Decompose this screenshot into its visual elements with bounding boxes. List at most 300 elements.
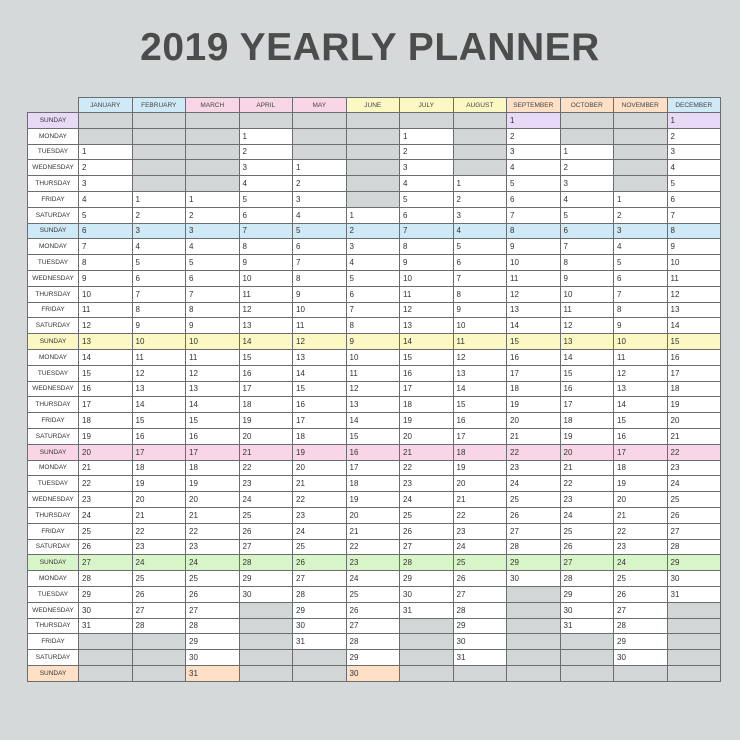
date-cell[interactable]: 15 <box>132 413 186 429</box>
date-cell[interactable]: 10 <box>560 286 614 302</box>
date-cell[interactable]: 7 <box>293 255 347 271</box>
date-cell[interactable]: 30 <box>239 586 293 602</box>
date-cell[interactable]: 30 <box>79 602 133 618</box>
date-cell[interactable]: 10 <box>79 286 133 302</box>
date-cell[interactable]: 13 <box>560 334 614 350</box>
date-cell[interactable]: 2 <box>293 176 347 192</box>
date-cell[interactable]: 28 <box>132 618 186 634</box>
date-cell[interactable]: 5 <box>667 176 721 192</box>
date-cell[interactable]: 27 <box>186 602 240 618</box>
date-cell[interactable]: 8 <box>614 302 668 318</box>
date-cell[interactable]: 6 <box>667 191 721 207</box>
date-cell[interactable]: 24 <box>346 571 400 587</box>
date-cell[interactable]: 1 <box>453 176 507 192</box>
date-cell[interactable]: 14 <box>400 334 454 350</box>
date-cell[interactable]: 29 <box>239 571 293 587</box>
date-cell[interactable]: 14 <box>560 349 614 365</box>
date-cell[interactable]: 28 <box>560 571 614 587</box>
date-cell[interactable]: 2 <box>560 160 614 176</box>
date-cell[interactable]: 26 <box>560 539 614 555</box>
date-cell[interactable]: 24 <box>400 492 454 508</box>
date-cell[interactable]: 18 <box>79 413 133 429</box>
date-cell[interactable]: 25 <box>132 571 186 587</box>
date-cell[interactable]: 10 <box>667 255 721 271</box>
date-cell[interactable]: 8 <box>79 255 133 271</box>
date-cell[interactable]: 24 <box>614 555 668 571</box>
date-cell[interactable]: 30 <box>560 602 614 618</box>
date-cell[interactable]: 17 <box>667 365 721 381</box>
date-cell[interactable]: 6 <box>453 255 507 271</box>
date-cell[interactable]: 18 <box>346 476 400 492</box>
date-cell[interactable]: 4 <box>346 255 400 271</box>
date-cell[interactable]: 26 <box>614 586 668 602</box>
date-cell[interactable]: 16 <box>507 349 561 365</box>
date-cell[interactable]: 1 <box>614 191 668 207</box>
date-cell[interactable]: 7 <box>132 286 186 302</box>
date-cell[interactable]: 20 <box>79 444 133 460</box>
date-cell[interactable]: 9 <box>239 255 293 271</box>
date-cell[interactable]: 20 <box>507 413 561 429</box>
date-cell[interactable]: 13 <box>132 381 186 397</box>
date-cell[interactable]: 24 <box>560 507 614 523</box>
date-cell[interactable]: 12 <box>132 365 186 381</box>
date-cell[interactable]: 29 <box>507 555 561 571</box>
date-cell[interactable]: 17 <box>186 444 240 460</box>
date-cell[interactable]: 21 <box>79 460 133 476</box>
date-cell[interactable]: 31 <box>186 665 240 681</box>
date-cell[interactable]: 13 <box>186 381 240 397</box>
date-cell[interactable]: 12 <box>507 286 561 302</box>
date-cell[interactable]: 2 <box>614 207 668 223</box>
date-cell[interactable]: 19 <box>400 413 454 429</box>
date-cell[interactable]: 2 <box>239 144 293 160</box>
date-cell[interactable]: 18 <box>186 460 240 476</box>
date-cell[interactable]: 16 <box>400 365 454 381</box>
date-cell[interactable]: 5 <box>239 191 293 207</box>
date-cell[interactable]: 25 <box>453 555 507 571</box>
date-cell[interactable]: 7 <box>79 239 133 255</box>
date-cell[interactable]: 8 <box>239 239 293 255</box>
date-cell[interactable]: 19 <box>132 476 186 492</box>
date-cell[interactable]: 27 <box>507 523 561 539</box>
date-cell[interactable]: 4 <box>79 191 133 207</box>
date-cell[interactable]: 19 <box>239 413 293 429</box>
date-cell[interactable]: 21 <box>614 507 668 523</box>
date-cell[interactable]: 2 <box>667 128 721 144</box>
date-cell[interactable]: 24 <box>186 555 240 571</box>
date-cell[interactable]: 17 <box>132 444 186 460</box>
date-cell[interactable]: 29 <box>346 650 400 666</box>
date-cell[interactable]: 9 <box>79 270 133 286</box>
date-cell[interactable]: 12 <box>667 286 721 302</box>
date-cell[interactable]: 13 <box>346 397 400 413</box>
date-cell[interactable]: 11 <box>560 302 614 318</box>
date-cell[interactable]: 15 <box>667 334 721 350</box>
date-cell[interactable]: 28 <box>239 555 293 571</box>
date-cell[interactable]: 24 <box>293 523 347 539</box>
date-cell[interactable]: 5 <box>400 191 454 207</box>
date-cell[interactable]: 31 <box>667 586 721 602</box>
date-cell[interactable]: 27 <box>346 618 400 634</box>
date-cell[interactable]: 16 <box>453 413 507 429</box>
date-cell[interactable]: 5 <box>79 207 133 223</box>
date-cell[interactable]: 26 <box>186 586 240 602</box>
date-cell[interactable]: 11 <box>614 349 668 365</box>
date-cell[interactable]: 12 <box>453 349 507 365</box>
date-cell[interactable]: 14 <box>453 381 507 397</box>
date-cell[interactable]: 22 <box>614 523 668 539</box>
date-cell[interactable]: 10 <box>614 334 668 350</box>
date-cell[interactable]: 4 <box>667 160 721 176</box>
date-cell[interactable]: 21 <box>239 444 293 460</box>
date-cell[interactable]: 28 <box>507 539 561 555</box>
date-cell[interactable]: 23 <box>186 539 240 555</box>
date-cell[interactable]: 6 <box>186 270 240 286</box>
date-cell[interactable]: 26 <box>132 586 186 602</box>
date-cell[interactable]: 1 <box>293 160 347 176</box>
date-cell[interactable]: 18 <box>453 444 507 460</box>
date-cell[interactable]: 25 <box>614 571 668 587</box>
date-cell[interactable]: 30 <box>453 634 507 650</box>
date-cell[interactable]: 31 <box>293 634 347 650</box>
date-cell[interactable]: 2 <box>453 191 507 207</box>
date-cell[interactable]: 26 <box>507 507 561 523</box>
date-cell[interactable]: 19 <box>293 444 347 460</box>
date-cell[interactable]: 30 <box>186 650 240 666</box>
date-cell[interactable]: 20 <box>132 492 186 508</box>
date-cell[interactable]: 9 <box>667 239 721 255</box>
date-cell[interactable]: 22 <box>186 523 240 539</box>
date-cell[interactable]: 22 <box>239 460 293 476</box>
date-cell[interactable]: 6 <box>507 191 561 207</box>
date-cell[interactable]: 14 <box>293 365 347 381</box>
date-cell[interactable]: 13 <box>453 365 507 381</box>
date-cell[interactable]: 4 <box>614 239 668 255</box>
date-cell[interactable]: 1 <box>400 128 454 144</box>
date-cell[interactable]: 19 <box>79 428 133 444</box>
date-cell[interactable]: 12 <box>346 381 400 397</box>
date-cell[interactable]: 30 <box>346 665 400 681</box>
date-cell[interactable]: 11 <box>667 270 721 286</box>
date-cell[interactable]: 6 <box>400 207 454 223</box>
date-cell[interactable]: 17 <box>79 397 133 413</box>
date-cell[interactable]: 11 <box>346 365 400 381</box>
date-cell[interactable]: 15 <box>79 365 133 381</box>
date-cell[interactable]: 11 <box>400 286 454 302</box>
date-cell[interactable]: 25 <box>400 507 454 523</box>
date-cell[interactable]: 4 <box>400 176 454 192</box>
date-cell[interactable]: 15 <box>186 413 240 429</box>
date-cell[interactable]: 16 <box>239 365 293 381</box>
date-cell[interactable]: 20 <box>667 413 721 429</box>
date-cell[interactable]: 13 <box>614 381 668 397</box>
date-cell[interactable]: 31 <box>79 618 133 634</box>
date-cell[interactable]: 16 <box>79 381 133 397</box>
date-cell[interactable]: 23 <box>239 476 293 492</box>
date-cell[interactable]: 23 <box>667 460 721 476</box>
date-cell[interactable]: 30 <box>667 571 721 587</box>
date-cell[interactable]: 21 <box>132 507 186 523</box>
date-cell[interactable]: 9 <box>293 286 347 302</box>
date-cell[interactable]: 26 <box>293 555 347 571</box>
date-cell[interactable]: 25 <box>293 539 347 555</box>
date-cell[interactable]: 29 <box>293 602 347 618</box>
date-cell[interactable]: 21 <box>667 428 721 444</box>
date-cell[interactable]: 24 <box>507 476 561 492</box>
date-cell[interactable]: 6 <box>79 223 133 239</box>
date-cell[interactable]: 22 <box>79 476 133 492</box>
date-cell[interactable]: 13 <box>507 302 561 318</box>
date-cell[interactable]: 28 <box>400 555 454 571</box>
date-cell[interactable]: 3 <box>560 176 614 192</box>
date-cell[interactable]: 22 <box>667 444 721 460</box>
date-cell[interactable]: 5 <box>132 255 186 271</box>
date-cell[interactable]: 1 <box>667 113 721 129</box>
date-cell[interactable]: 12 <box>400 302 454 318</box>
date-cell[interactable]: 8 <box>507 223 561 239</box>
date-cell[interactable]: 7 <box>186 286 240 302</box>
date-cell[interactable]: 31 <box>560 618 614 634</box>
date-cell[interactable]: 25 <box>79 523 133 539</box>
date-cell[interactable]: 26 <box>79 539 133 555</box>
date-cell[interactable]: 11 <box>79 302 133 318</box>
date-cell[interactable]: 30 <box>293 618 347 634</box>
date-cell[interactable]: 7 <box>667 207 721 223</box>
date-cell[interactable]: 2 <box>400 144 454 160</box>
date-cell[interactable]: 17 <box>614 444 668 460</box>
date-cell[interactable]: 2 <box>132 207 186 223</box>
date-cell[interactable]: 2 <box>186 207 240 223</box>
date-cell[interactable]: 24 <box>132 555 186 571</box>
date-cell[interactable]: 26 <box>239 523 293 539</box>
date-cell[interactable]: 15 <box>560 365 614 381</box>
date-cell[interactable]: 4 <box>560 191 614 207</box>
date-cell[interactable]: 20 <box>346 507 400 523</box>
date-cell[interactable]: 18 <box>614 460 668 476</box>
date-cell[interactable]: 6 <box>239 207 293 223</box>
date-cell[interactable]: 27 <box>667 523 721 539</box>
date-cell[interactable]: 1 <box>132 191 186 207</box>
date-cell[interactable]: 17 <box>560 397 614 413</box>
date-cell[interactable]: 29 <box>614 634 668 650</box>
date-cell[interactable]: 26 <box>453 571 507 587</box>
date-cell[interactable]: 4 <box>293 207 347 223</box>
date-cell[interactable]: 6 <box>614 270 668 286</box>
date-cell[interactable]: 23 <box>79 492 133 508</box>
date-cell[interactable]: 8 <box>186 302 240 318</box>
date-cell[interactable]: 25 <box>507 492 561 508</box>
date-cell[interactable]: 7 <box>614 286 668 302</box>
date-cell[interactable]: 16 <box>132 428 186 444</box>
date-cell[interactable]: 4 <box>453 223 507 239</box>
date-cell[interactable]: 28 <box>453 602 507 618</box>
date-cell[interactable]: 1 <box>507 113 561 129</box>
date-cell[interactable]: 20 <box>453 476 507 492</box>
date-cell[interactable]: 21 <box>293 476 347 492</box>
date-cell[interactable]: 21 <box>346 523 400 539</box>
date-cell[interactable]: 11 <box>186 349 240 365</box>
date-cell[interactable]: 8 <box>293 270 347 286</box>
date-cell[interactable]: 15 <box>400 349 454 365</box>
date-cell[interactable]: 21 <box>186 507 240 523</box>
date-cell[interactable]: 10 <box>132 334 186 350</box>
date-cell[interactable]: 3 <box>186 223 240 239</box>
date-cell[interactable]: 14 <box>186 397 240 413</box>
date-cell[interactable]: 19 <box>453 460 507 476</box>
date-cell[interactable]: 2 <box>346 223 400 239</box>
date-cell[interactable]: 8 <box>400 239 454 255</box>
date-cell[interactable]: 12 <box>186 365 240 381</box>
date-cell[interactable]: 27 <box>239 539 293 555</box>
date-cell[interactable]: 19 <box>186 476 240 492</box>
date-cell[interactable]: 20 <box>560 444 614 460</box>
date-cell[interactable]: 11 <box>239 286 293 302</box>
date-cell[interactable]: 15 <box>453 397 507 413</box>
date-cell[interactable]: 26 <box>667 507 721 523</box>
date-cell[interactable]: 21 <box>400 444 454 460</box>
date-cell[interactable]: 9 <box>453 302 507 318</box>
date-cell[interactable]: 14 <box>346 413 400 429</box>
date-cell[interactable]: 28 <box>186 618 240 634</box>
date-cell[interactable]: 11 <box>293 318 347 334</box>
date-cell[interactable]: 10 <box>453 318 507 334</box>
date-cell[interactable]: 3 <box>132 223 186 239</box>
date-cell[interactable]: 17 <box>507 365 561 381</box>
date-cell[interactable]: 3 <box>507 144 561 160</box>
date-cell[interactable]: 27 <box>400 539 454 555</box>
date-cell[interactable]: 14 <box>667 318 721 334</box>
date-cell[interactable]: 27 <box>79 555 133 571</box>
date-cell[interactable]: 9 <box>614 318 668 334</box>
date-cell[interactable]: 27 <box>560 555 614 571</box>
date-cell[interactable]: 7 <box>239 223 293 239</box>
date-cell[interactable]: 12 <box>79 318 133 334</box>
date-cell[interactable]: 14 <box>614 397 668 413</box>
date-cell[interactable]: 28 <box>667 539 721 555</box>
date-cell[interactable]: 19 <box>507 397 561 413</box>
date-cell[interactable]: 23 <box>614 539 668 555</box>
date-cell[interactable]: 1 <box>346 207 400 223</box>
date-cell[interactable]: 18 <box>293 428 347 444</box>
date-cell[interactable]: 24 <box>79 507 133 523</box>
date-cell[interactable]: 3 <box>293 191 347 207</box>
date-cell[interactable]: 1 <box>186 191 240 207</box>
date-cell[interactable]: 14 <box>132 397 186 413</box>
date-cell[interactable]: 20 <box>293 460 347 476</box>
date-cell[interactable]: 29 <box>400 571 454 587</box>
date-cell[interactable]: 14 <box>79 349 133 365</box>
date-cell[interactable]: 9 <box>400 255 454 271</box>
date-cell[interactable]: 11 <box>507 270 561 286</box>
date-cell[interactable]: 29 <box>79 586 133 602</box>
date-cell[interactable]: 25 <box>346 586 400 602</box>
date-cell[interactable]: 30 <box>507 571 561 587</box>
date-cell[interactable]: 20 <box>400 428 454 444</box>
date-cell[interactable]: 20 <box>614 492 668 508</box>
date-cell[interactable]: 30 <box>614 650 668 666</box>
date-cell[interactable]: 23 <box>453 523 507 539</box>
date-cell[interactable]: 7 <box>507 207 561 223</box>
date-cell[interactable]: 15 <box>293 381 347 397</box>
date-cell[interactable]: 5 <box>614 255 668 271</box>
date-cell[interactable]: 23 <box>560 492 614 508</box>
date-cell[interactable]: 11 <box>453 334 507 350</box>
date-cell[interactable]: 10 <box>346 349 400 365</box>
date-cell[interactable]: 13 <box>667 302 721 318</box>
date-cell[interactable]: 5 <box>453 239 507 255</box>
date-cell[interactable]: 17 <box>400 381 454 397</box>
date-cell[interactable]: 23 <box>132 539 186 555</box>
date-cell[interactable]: 6 <box>293 239 347 255</box>
date-cell[interactable]: 4 <box>239 176 293 192</box>
date-cell[interactable]: 6 <box>346 286 400 302</box>
date-cell[interactable]: 22 <box>132 523 186 539</box>
date-cell[interactable]: 7 <box>346 302 400 318</box>
date-cell[interactable]: 24 <box>239 492 293 508</box>
date-cell[interactable]: 10 <box>507 255 561 271</box>
date-cell[interactable]: 27 <box>132 602 186 618</box>
date-cell[interactable]: 3 <box>79 176 133 192</box>
date-cell[interactable]: 23 <box>507 460 561 476</box>
date-cell[interactable]: 20 <box>239 428 293 444</box>
date-cell[interactable]: 5 <box>560 207 614 223</box>
date-cell[interactable]: 3 <box>239 160 293 176</box>
date-cell[interactable]: 23 <box>293 507 347 523</box>
date-cell[interactable]: 9 <box>186 318 240 334</box>
date-cell[interactable]: 13 <box>79 334 133 350</box>
date-cell[interactable]: 15 <box>239 349 293 365</box>
date-cell[interactable]: 23 <box>346 555 400 571</box>
date-cell[interactable]: 25 <box>560 523 614 539</box>
date-cell[interactable]: 30 <box>400 586 454 602</box>
date-cell[interactable]: 9 <box>507 239 561 255</box>
date-cell[interactable]: 8 <box>560 255 614 271</box>
date-cell[interactable]: 15 <box>346 428 400 444</box>
date-cell[interactable]: 19 <box>667 397 721 413</box>
date-cell[interactable]: 24 <box>453 539 507 555</box>
date-cell[interactable]: 26 <box>400 523 454 539</box>
date-cell[interactable]: 1 <box>560 144 614 160</box>
date-cell[interactable]: 23 <box>400 476 454 492</box>
date-cell[interactable]: 10 <box>293 302 347 318</box>
date-cell[interactable]: 8 <box>667 223 721 239</box>
date-cell[interactable]: 21 <box>507 428 561 444</box>
date-cell[interactable]: 27 <box>293 571 347 587</box>
date-cell[interactable]: 22 <box>507 444 561 460</box>
date-cell[interactable]: 3 <box>346 239 400 255</box>
date-cell[interactable]: 28 <box>346 634 400 650</box>
date-cell[interactable]: 10 <box>186 334 240 350</box>
date-cell[interactable]: 29 <box>453 618 507 634</box>
date-cell[interactable]: 10 <box>400 270 454 286</box>
date-cell[interactable]: 24 <box>667 476 721 492</box>
date-cell[interactable]: 7 <box>453 270 507 286</box>
date-cell[interactable]: 19 <box>614 476 668 492</box>
date-cell[interactable]: 18 <box>560 413 614 429</box>
date-cell[interactable]: 12 <box>560 318 614 334</box>
date-cell[interactable]: 13 <box>400 318 454 334</box>
date-cell[interactable]: 28 <box>79 571 133 587</box>
date-cell[interactable]: 9 <box>346 334 400 350</box>
date-cell[interactable]: 16 <box>560 381 614 397</box>
date-cell[interactable]: 16 <box>667 349 721 365</box>
date-cell[interactable]: 25 <box>239 507 293 523</box>
date-cell[interactable]: 12 <box>239 302 293 318</box>
date-cell[interactable]: 10 <box>239 270 293 286</box>
date-cell[interactable]: 18 <box>667 381 721 397</box>
date-cell[interactable]: 5 <box>186 255 240 271</box>
date-cell[interactable]: 16 <box>346 444 400 460</box>
